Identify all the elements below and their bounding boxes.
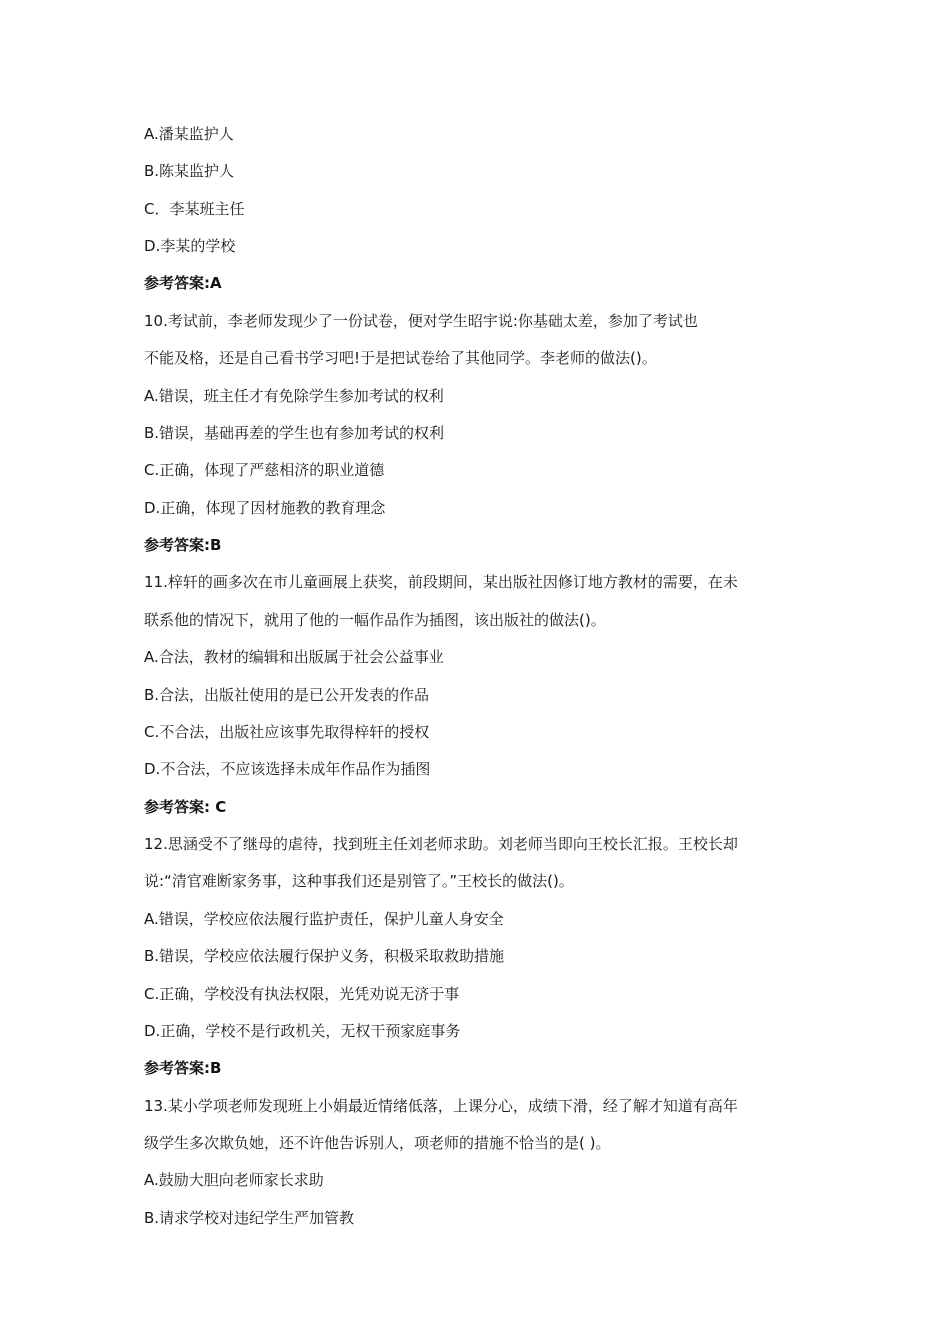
option-line: B.陈某监护人: [144, 162, 235, 180]
option-line: A.错误，学校应依法履行监护责任，保护儿童人身安全: [144, 910, 504, 928]
option-line: B.合法，出版社使用的是已公开发表的作品: [144, 686, 430, 704]
option-line: A.错误，班主任才有免除学生参加考试的权利: [144, 387, 444, 405]
question-line: 12.思涵受不了继母的虐待，找到班主任刘老师求助。刘老师当即向王校长汇报。王校长却: [144, 835, 738, 853]
option-line: B.错误，学校应依法履行保护义务，积极采取救助措施: [144, 947, 505, 965]
option-line: D.不合法，不应该选择未成年作品作为插图: [144, 760, 431, 778]
question-line: 级学生多次欺负她，还不许他告诉别人，项老师的措施不恰当的是( )。: [144, 1134, 611, 1152]
option-line: C.不合法，出版社应该事先取得梓轩的授权: [144, 723, 430, 741]
answer-line: 参考答案: C: [144, 798, 227, 816]
answer-line: 参考答案:B: [144, 1059, 222, 1077]
option-line: A.潘某监护人: [144, 125, 234, 143]
option-line: B.请求学校对违纪学生严加管教: [144, 1209, 355, 1227]
option-line: D.李某的学校: [144, 237, 236, 255]
question-line: 不能及格，还是自己看书学习吧!于是把试卷给了其他同学。李老师的做法()。: [144, 349, 657, 367]
question-line: 说:“清官难断家务事，这种事我们还是别管了。”王校长的做法()。: [144, 872, 574, 890]
answer-line: 参考答案:A: [144, 274, 222, 292]
answer-line: 参考答案:B: [144, 536, 222, 554]
option-line: A.鼓励大胆向老师家长求助: [144, 1171, 324, 1189]
option-line: B.错误，基础再差的学生也有参加考试的权利: [144, 424, 445, 442]
question-line: 联系他的情况下，就用了他的一幅作品作为插图，该出版社的做法()。: [144, 611, 606, 629]
question-line: 11.梓轩的画多次在市儿童画展上获奖，前段期间，某出版社因修订地方教材的需要，在未: [144, 573, 738, 591]
option-line: C.正确，学校没有执法权限，光凭劝说无济于事: [144, 985, 460, 1003]
option-line: C.正确，体现了严慈相济的职业道德: [144, 461, 385, 479]
option-line: D.正确，学校不是行政机关，无权干预家庭事务: [144, 1022, 461, 1040]
option-line: A.合法，教材的编辑和出版属于社会公益事业: [144, 648, 444, 666]
option-line: C．李某班主任: [144, 200, 245, 218]
question-line: 13.某小学项老师发现班上小娟最近情绪低落，上课分心，成绩下滑，经了解才知道有高年: [144, 1097, 738, 1115]
question-line: 10.考试前，李老师发现少了一份试卷，便对学生昭宇说:你基础太差，参加了考试也: [144, 312, 698, 330]
option-line: D.正确，体现了因材施教的教育理念: [144, 499, 386, 517]
